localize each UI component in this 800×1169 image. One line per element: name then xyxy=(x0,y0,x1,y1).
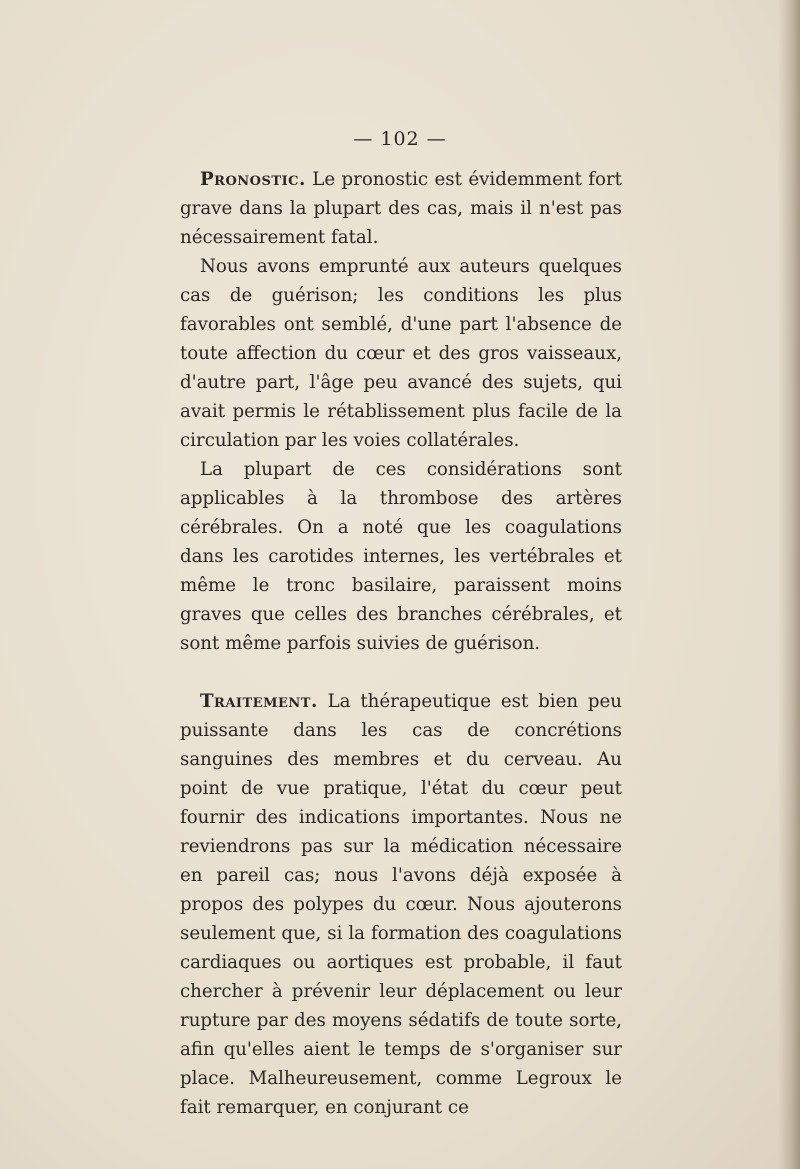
paragraph-text: La plupart de ces considérations sont applicables à la thrombose des artères cérébrales. On a noté que les coagulations dans les carotides internes, les vertébrales et même le tronc basilaire, paraissent moins graves que celles des branches cérébrales, et sont même parfois suivies de guérison. xyxy=(180,459,622,654)
body-text xyxy=(180,165,622,1122)
page-edge-shadow xyxy=(778,0,800,1169)
paragraph-thrombose xyxy=(180,455,622,658)
paragraph-pronostic xyxy=(180,165,622,252)
paragraph-text: Nous avons emprunté aux auteurs quelques cas de guérison; les conditions les plus favorables ont semblé, d'une part l'absence de toute affection du cœur et des gros vaisseaux, d'autre part, l'âge peu avancé des sujets, qui avait permis le rétablissement plus facile de la circulation par les voies collatérales. xyxy=(180,256,622,451)
paragraph-traitement xyxy=(180,687,622,1122)
paragraph-guerison xyxy=(180,252,622,455)
section-heading-traitement: Traitement. xyxy=(200,691,318,712)
paragraph-text: La thérapeutique est bien peu puissante dans les cas de concrétions sanguines des membres et du cerveau. Au point de vue pratique, l'état du cœur peut fournir des indications importantes. Nous ne reviendrons pas sur la médication nécessaire en pareil cas; nous l'avons déjà exposée à propos des polypes du cœur. Nous ajouterons seulement que, si la formation des coagulations cardiaques ou aortiques est probable, il faut chercher à prévenir leur déplacement ou leur rupture par des moyens sédatifs de toute sorte, afin qu'elles aient le temps de s'organiser sur place. Malheureusement, comme Legroux le fait remarquer, en conjurant ce xyxy=(180,691,622,1118)
page-number: — 102 — xyxy=(353,128,447,150)
section-heading-pronostic: Pronostic. xyxy=(200,169,306,190)
paragraph-text: Le pronostic est évidemment fort grave dans la plupart des cas, mais il n'est pas nécessairement fatal. xyxy=(180,169,622,248)
